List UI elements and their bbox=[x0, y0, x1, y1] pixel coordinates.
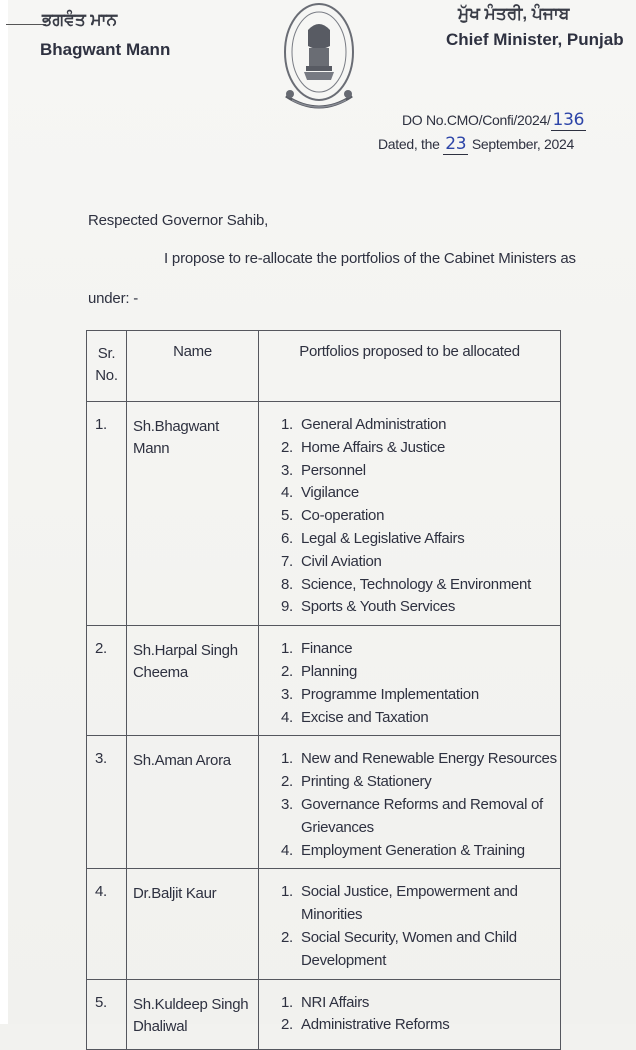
do-number-line bbox=[402, 110, 586, 130]
salutation: Respected Governor Sahib, bbox=[88, 212, 269, 229]
row-sr: 2. bbox=[87, 626, 127, 736]
name-english: Bhagwant Mann bbox=[40, 40, 171, 59]
header-sr-no: Sr. No. bbox=[87, 331, 127, 402]
list-item: 4. Employment Generation & Training bbox=[281, 841, 525, 859]
list-item: 3. Personnel bbox=[281, 461, 366, 479]
name-punjabi: ਭਗਵੰਤ ਮਾਨ bbox=[42, 10, 118, 29]
list-item: 2. Social Security, Women and Child Development bbox=[281, 928, 517, 969]
table-row bbox=[87, 736, 561, 869]
row-name: Sh.Kuldeep Singh Dhaliwal bbox=[127, 979, 259, 1049]
dated-prefix: Dated, the bbox=[378, 136, 440, 152]
row-portfolios bbox=[259, 869, 561, 979]
row-sr: 3. bbox=[87, 736, 127, 869]
table-row bbox=[87, 869, 561, 979]
portfolio-list bbox=[281, 638, 560, 729]
date-month-year: September, 2024 bbox=[471, 136, 574, 152]
list-item: 2. Planning bbox=[281, 662, 357, 680]
list-item: 1. NRI Affairs bbox=[281, 993, 370, 1011]
list-item: 2. Printing & Stationery bbox=[281, 773, 432, 791]
header-rule bbox=[6, 24, 46, 25]
row-portfolios bbox=[259, 979, 561, 1049]
page-edge bbox=[0, 0, 8, 1024]
do-prefix: DO No.CMO/Confi/2024/ bbox=[402, 112, 551, 128]
portfolio-table bbox=[86, 330, 561, 1050]
row-name: Dr.Baljit Kaur bbox=[127, 869, 259, 979]
list-item: 1. New and Renewable Energy Resources bbox=[281, 750, 557, 768]
list-item: 6. Legal & Legislative Affairs bbox=[281, 529, 465, 547]
row-portfolios bbox=[259, 626, 561, 736]
list-item: 1. Finance bbox=[281, 640, 353, 658]
row-name: Sh.Bhagwant Mann bbox=[127, 402, 259, 626]
list-item: 2. Administrative Reforms bbox=[281, 1016, 450, 1034]
portfolio-list bbox=[281, 881, 560, 972]
row-portfolios bbox=[259, 736, 561, 869]
row-sr: 5. bbox=[87, 979, 127, 1049]
table-row bbox=[87, 626, 561, 736]
list-item: 4. Vigilance bbox=[281, 484, 359, 502]
row-name: Sh.Aman Arora bbox=[127, 736, 259, 869]
row-sr: 4. bbox=[87, 869, 127, 979]
list-item: 5. Co-operation bbox=[281, 507, 385, 525]
list-item: 2. Home Affairs & Justice bbox=[281, 438, 446, 456]
do-number: 136 bbox=[552, 110, 585, 130]
header-portfolios: Portfolios proposed to be allocated bbox=[259, 331, 561, 402]
date-day: 23 bbox=[445, 134, 467, 154]
title-punjabi: ਮੁੱਖ ਮੰਤਰੀ, ਪੰਜਾਬ bbox=[458, 4, 570, 23]
table-row bbox=[87, 402, 561, 626]
header-name: Name bbox=[127, 331, 259, 402]
title-english: Chief Minister, Punjab bbox=[446, 30, 624, 49]
list-item: 1. General Administration bbox=[281, 416, 447, 433]
intro-line-1: I propose to re-allocate the portfolios of the Cabinet Ministers as bbox=[164, 250, 576, 267]
portfolio-list bbox=[281, 992, 560, 1038]
table-row bbox=[87, 979, 561, 1049]
list-item: 8. Science, Technology & Environment bbox=[281, 575, 531, 593]
row-portfolios bbox=[259, 402, 561, 626]
list-item: 3. Programme Implementation bbox=[281, 685, 479, 703]
list-item: 7. Civil Aviation bbox=[281, 552, 382, 570]
intro-line-2: under: - bbox=[88, 290, 139, 307]
list-item: 3. Governance Reforms and Removal of Grievances bbox=[281, 795, 543, 836]
row-name: Sh.Harpal Singh Cheema bbox=[127, 626, 259, 736]
list-item: 4. Excise and Taxation bbox=[281, 708, 429, 726]
portfolio-list bbox=[281, 414, 560, 619]
dated-line bbox=[378, 134, 574, 154]
state-emblem-icon bbox=[278, 0, 360, 122]
list-item: 1. Social Justice, Empowerment and Minorities bbox=[281, 883, 518, 924]
table-header-row bbox=[87, 331, 561, 402]
list-item: 9. Sports & Youth Services bbox=[281, 598, 456, 616]
portfolio-list bbox=[281, 748, 560, 862]
row-sr: 1. bbox=[87, 402, 127, 626]
